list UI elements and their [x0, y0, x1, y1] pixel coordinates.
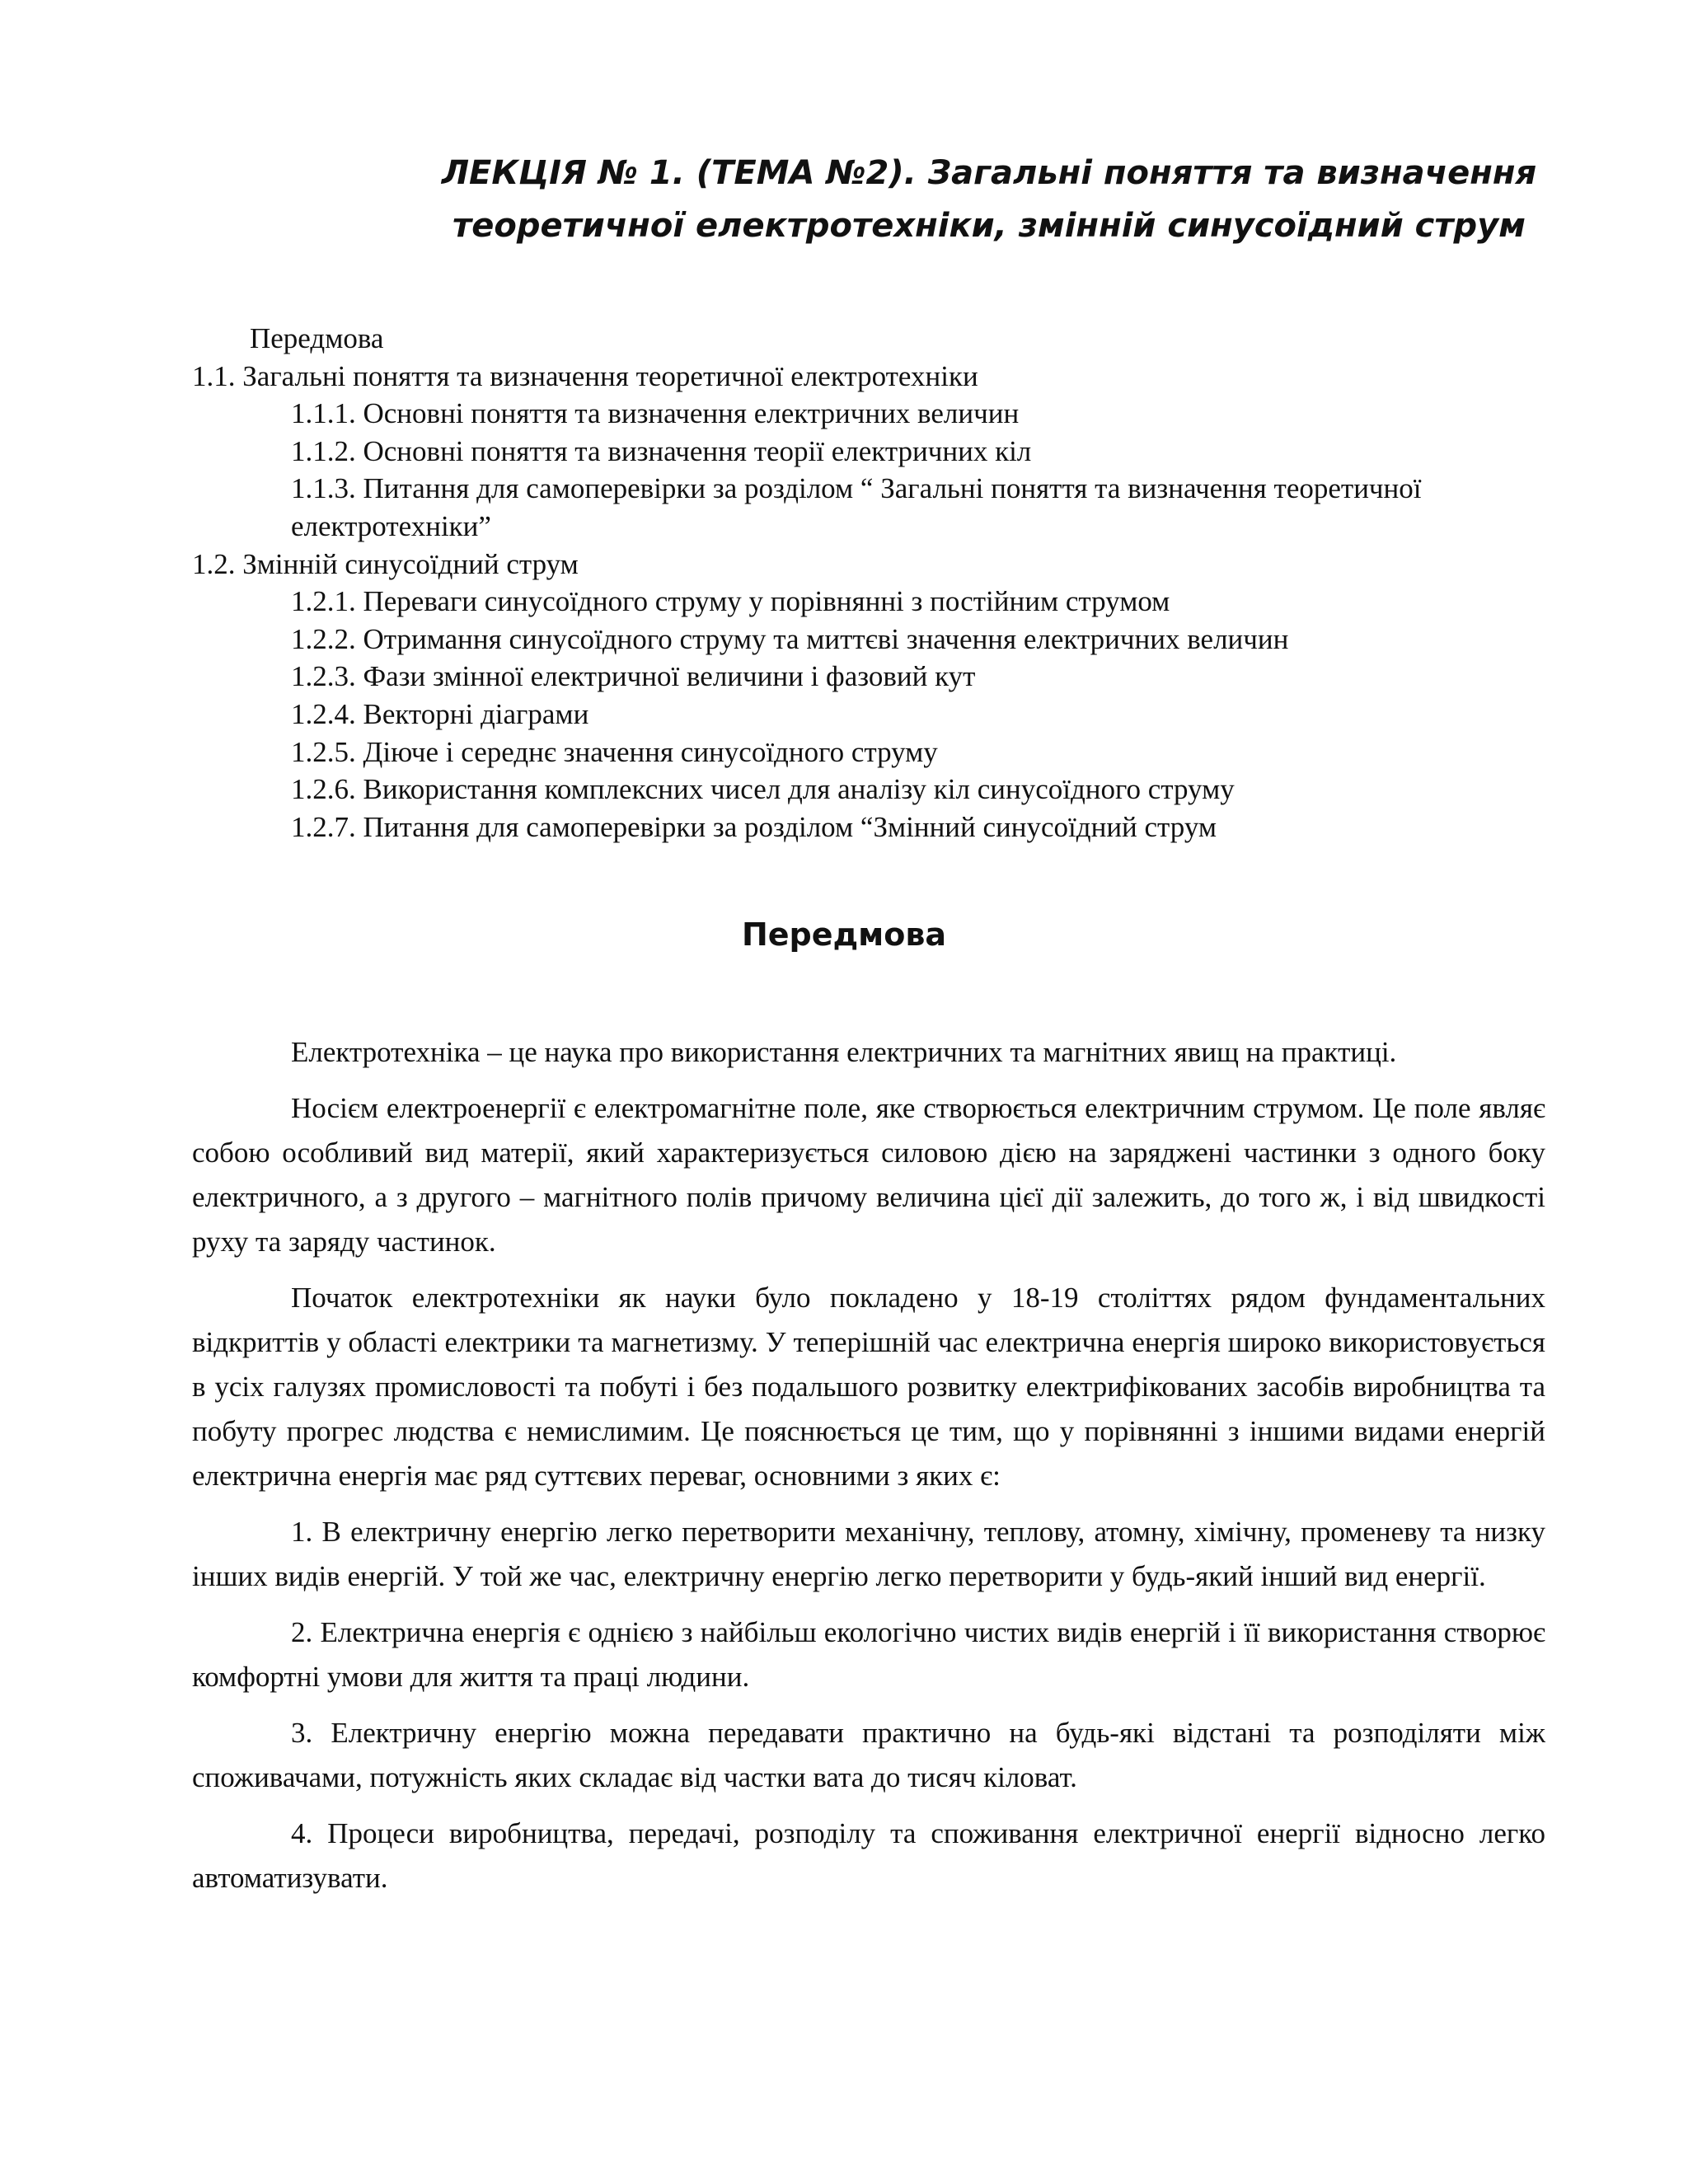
section-heading-preface: Передмова	[741, 916, 947, 953]
table-of-contents	[0, 320, 1688, 846]
toc-item-1-2: 1.2. Змінній синусоїдний струм	[192, 547, 579, 580]
paragraph-advantage-1: 1. В електричну енергію легко перетворити механічну, теплову, атомну, хімічну, променеву та низку інших видів енергій. У той же час, електричну енергію легко перетворити у будь-який інший вид енергії.	[192, 1516, 1545, 1592]
toc-item-1-2-7: 1.2.7. Питання для самоперевірки за розділом “Змінний синусоїдний струм	[291, 810, 1217, 843]
toc-item-1-2-2: 1.2.2. Отримання синусоїдного струму та миттєві значення електричних величин	[291, 622, 1289, 655]
toc-item-1-2-4: 1.2.4. Векторні діаграми	[291, 697, 589, 730]
toc-item-1-1-1: 1.1.1. Основні поняття та визначення електричних величин	[291, 397, 1020, 430]
lecture-title-line-2: теоретичної електротехніки, змінній синусоїдний струм	[452, 207, 1526, 245]
paragraph-advantage-2: 2. Електрична енергія є однією з найбільш екологічно чистих видів енергій і її використання створює комфортні умови для життя та праці людини.	[192, 1616, 1545, 1693]
paragraph-field: Носієм електроенергії є електромагнітне поле, яке створюється електричним струмом. Це поле являє собою особливий вид матерії, який характеризується силовою дією на заряджені частинки з одного боку електричного, а з другого – магнітного полів причому величина цієї дії залежить, до того ж, і від швидкості руху та заряду частинок.	[192, 1092, 1545, 1258]
paragraph-definition: Електротехніка – це наука про використання електричних та магнітних явищ на практиці.	[291, 1036, 1397, 1068]
toc-item-1-1-2: 1.1.2. Основні поняття та визначення теорії електричних кіл	[291, 434, 1032, 467]
toc-item-1-2-5: 1.2.5. Діюче і середнє значення синусоїдного струму	[291, 735, 938, 768]
paragraph-advantage-4: 4. Процеси виробництва, передачі, розподілу та споживання електричної енергії відносно легко автоматизувати.	[192, 1817, 1545, 1894]
paragraph-advantage-3: 3. Електричну енергію можна передавати практично на будь-які відстані та розподіляти між споживачами, потужність яких складає від частки вата до тисяч кіловат.	[192, 1717, 1545, 1793]
preface-body	[192, 1030, 1545, 1912]
lecture-title-line-1: ЛЕКЦІЯ № 1. (ТЕМА №2). Загальні поняття та визначення	[441, 154, 1537, 192]
toc-item-1-1-3: 1.1.3. Питання для самоперевірки за розділом “ Загальні поняття та визначення теоретичної	[291, 472, 1422, 505]
toc-item-1-1: 1.1. Загальні поняття та визначення теоретичної електротехніки	[192, 359, 978, 392]
toc-item-1-2-6: 1.2.6. Використання комплексних чисел для аналізу кіл синусоїдного струму	[291, 773, 1235, 806]
toc-item-1-2-1: 1.2.1. Переваги синусоїдного струму у порівнянні з постійним струмом	[291, 585, 1170, 618]
toc-item-preface: Передмова	[250, 322, 384, 354]
toc-item-1-2-3: 1.2.3. Фази змінної електричної величини і фазовий кут	[291, 660, 976, 693]
lecture-title	[396, 147, 1582, 252]
paragraph-history: Початок електротехніки як науки було покладено у 18-19 століттях рядом фундаментальних відкриттів у області електрики та магнетизму. У теперішній час електрична енергія широко використовується в усіх галузях промисловості та побуті і без подальшого розвитку електрифікованих засобів виробництва та побуту прогрес людства є немислимим. Це пояснюється це тим, що у порівнянні з іншими видами енергій електрична енергія має ряд суттєвих переваг, основними з яких є:	[192, 1282, 1545, 1492]
toc-item-1-1-3-continued: електротехніки”	[291, 509, 491, 542]
